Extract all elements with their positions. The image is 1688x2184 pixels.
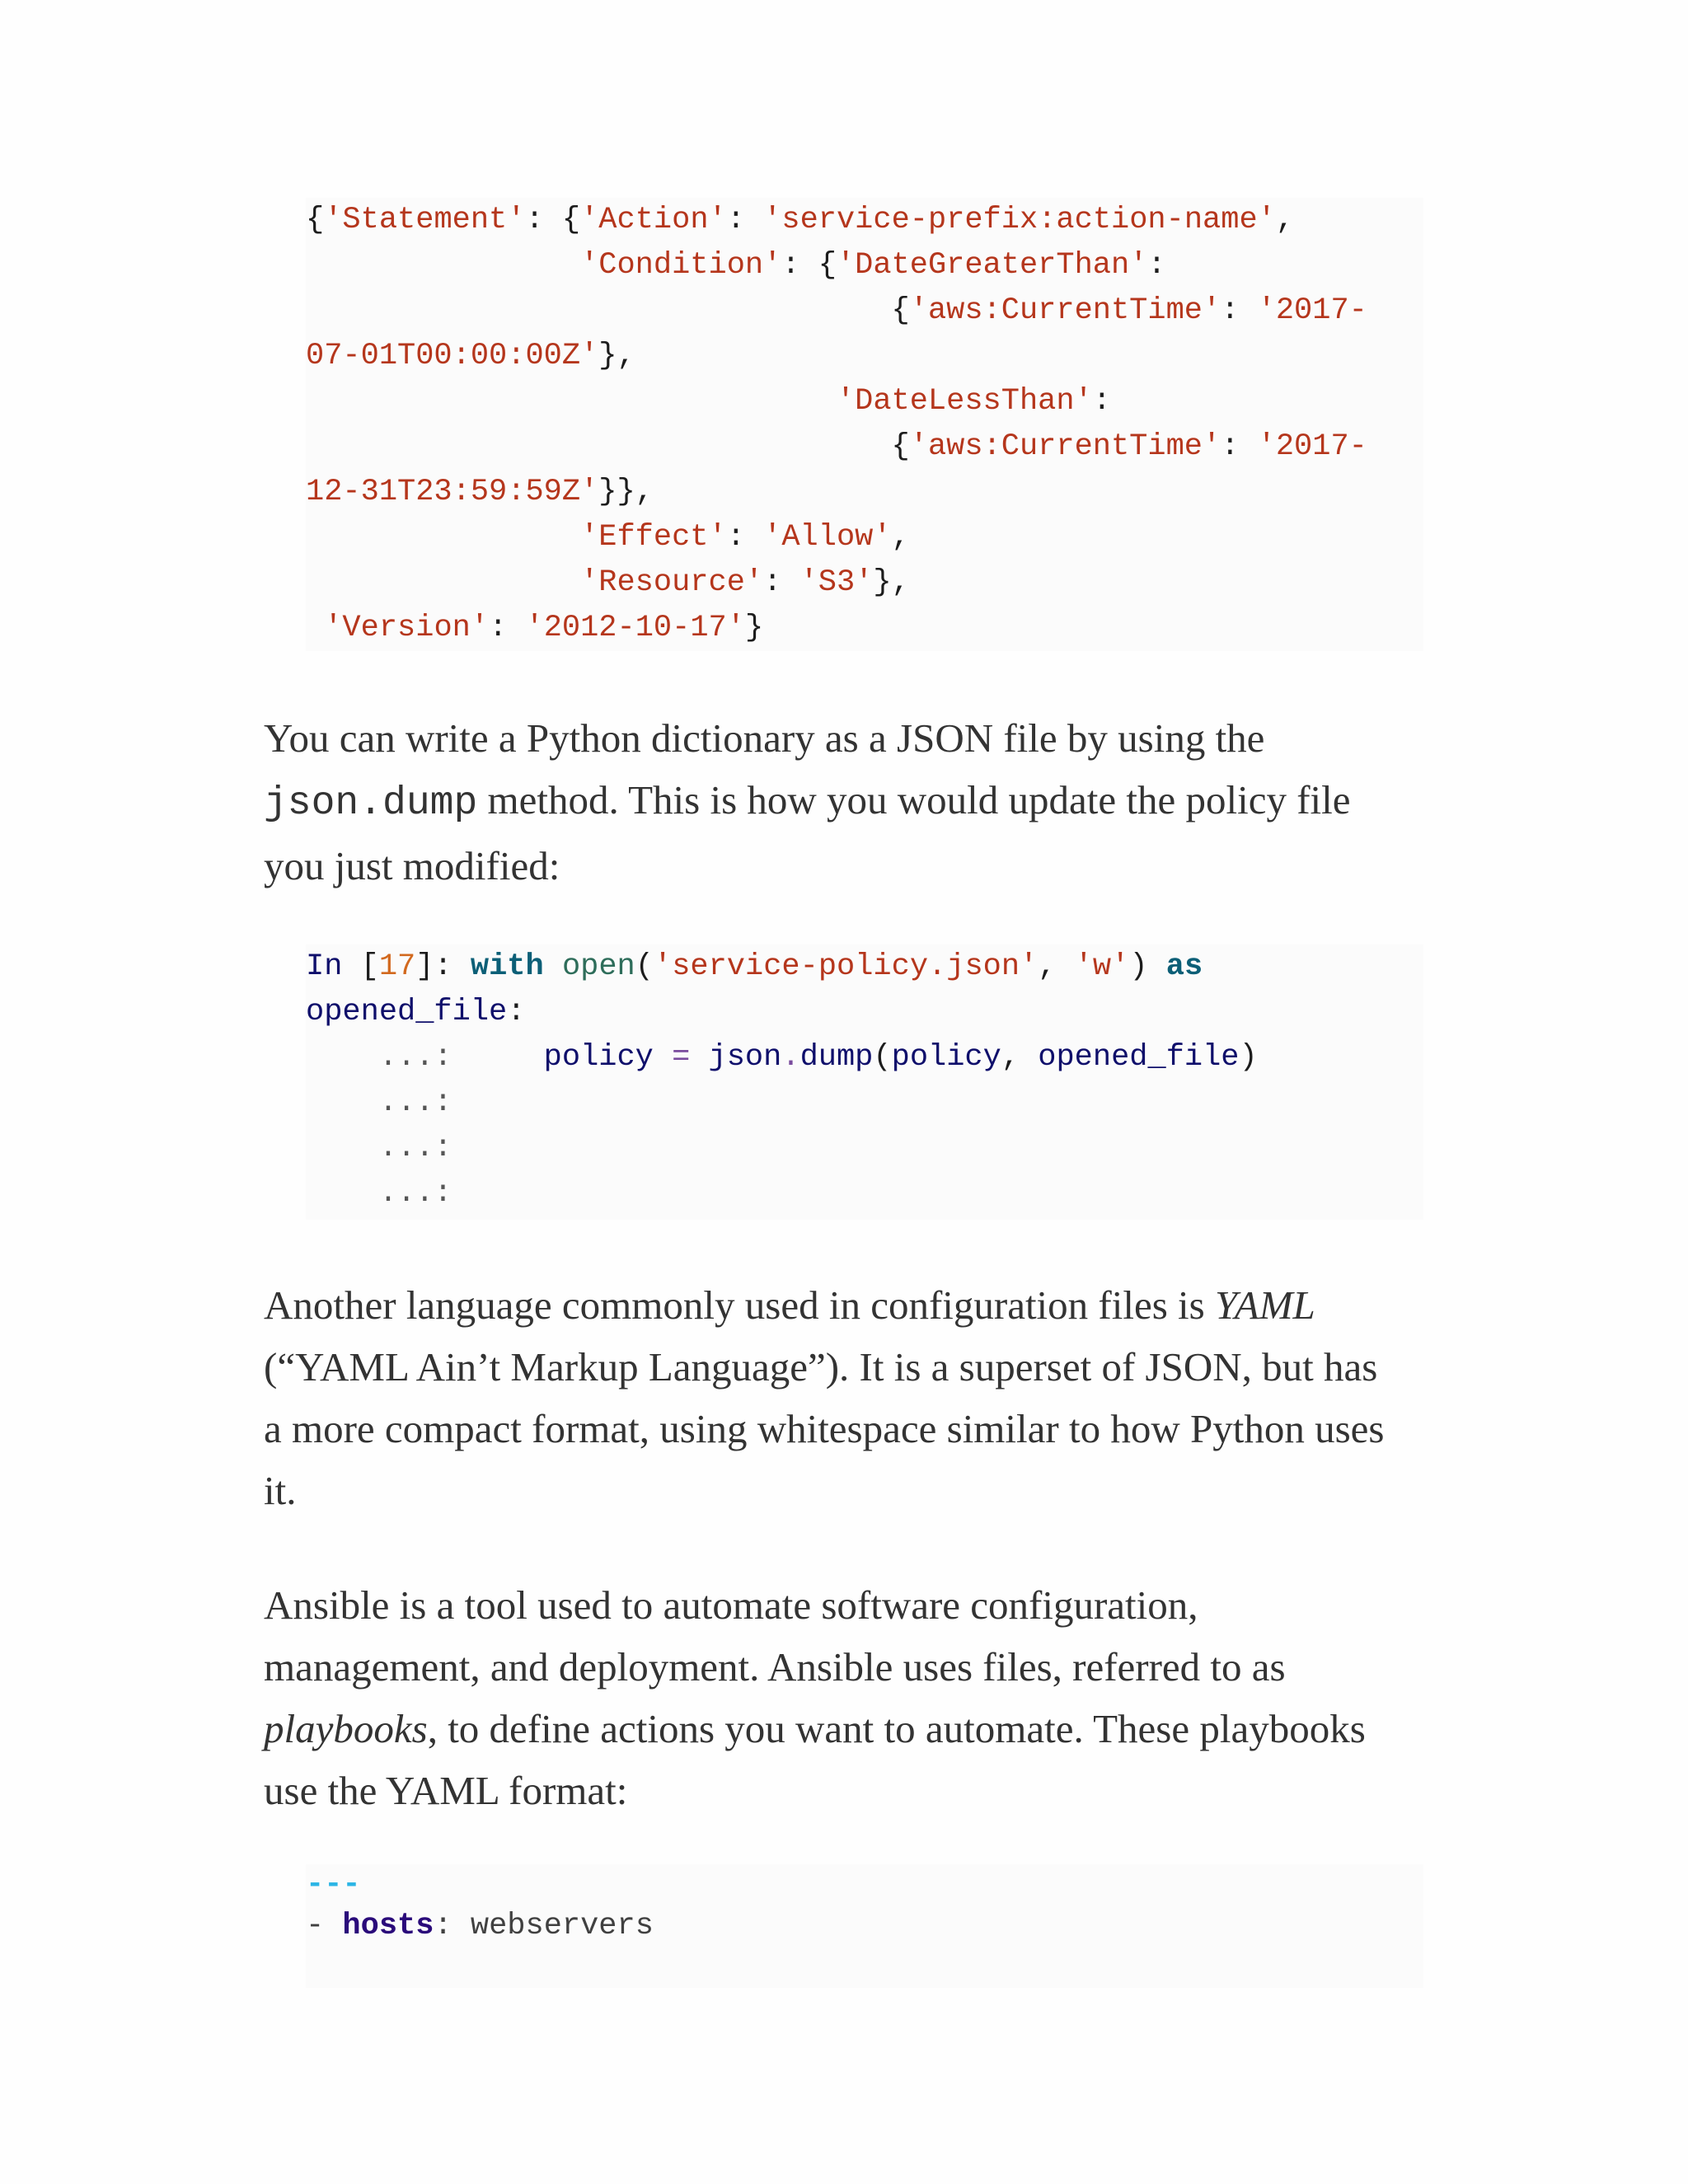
paragraph-line: playbooks, to define actions you want to automate. These playbooks [264,1706,1366,1751]
code-line: - hosts: webservers [306,1909,654,1943]
code-block-ipython [306,944,1423,1220]
code-line: 'Version': '2012-10-17'} [324,611,764,645]
code-line: In [17]: with open('service-policy.json', 'w') as [306,949,1203,984]
code-line: --- [306,1868,361,1902]
paragraph-line: a more compact format, using whitespace similar to how Python uses [264,1406,1385,1451]
code-line: 07-01T00:00:00Z'}, [306,339,635,373]
code-block-yaml [306,1864,1423,1988]
code-line: 12-31T23:59:59Z'}}, [306,475,654,509]
code-line: ...: [306,1131,452,1165]
paragraph-line: management, and deployment. Ansible uses files, referred to as [264,1644,1286,1690]
paragraph-line: use the YAML format: [264,1768,628,1813]
paragraph-line: Another language commonly used in configuration files is YAML [264,1282,1315,1328]
code-line: ...: [306,1085,452,1120]
paragraph-line: json.dump method. This is how you would update the policy file [264,777,1351,826]
code-line: 'DateLessThan': [836,384,1111,419]
paragraph-line: Ansible is a tool used to automate software configuration, [264,1582,1198,1628]
code-line: {'aws:CurrentTime': '2017- [891,293,1367,328]
code-line: ...: policy = json.dump(policy, opened_file) [306,1040,1258,1075]
inline-code: json.dump [264,781,478,826]
paragraph-line: (“YAML Ain’t Markup Language”). It is a superset of JSON, but has [264,1344,1378,1390]
paragraph-line: You can write a Python dictionary as a JSON file by using the [264,715,1265,761]
paragraph-line: you just modified: [264,843,560,888]
code-line: {'aws:CurrentTime': '2017- [891,429,1367,464]
paragraph-ansible [264,1574,1434,1821]
paragraph-json-dump [264,707,1434,897]
code-block-policy-dict [306,198,1423,651]
code-line: 'Condition': {'DateGreaterThan': [580,248,1166,283]
code-line: {'Statement': {'Action': 'service-prefix:action-name', [306,203,1295,237]
code-line: opened_file: [306,995,526,1029]
paragraph-line: it. [264,1468,297,1513]
paragraph-yaml-intro [264,1274,1434,1521]
code-line: ...: [306,1176,452,1211]
code-line: 'Effect': 'Allow', [580,520,910,555]
code-line: 'Resource': 'S3'}, [580,565,910,600]
